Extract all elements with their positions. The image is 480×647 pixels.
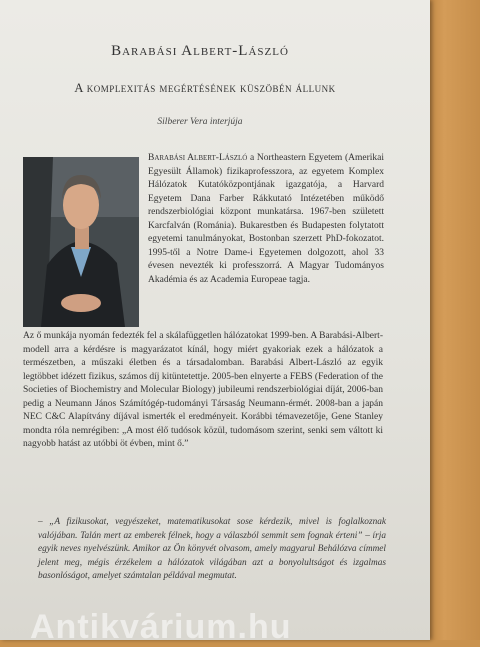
- article-subtitle: Silberer Vera interjúja: [157, 117, 243, 127]
- intro-author-name: Barabási Albert-László: [148, 153, 248, 163]
- article-author: Barabási Albert-László: [111, 43, 289, 59]
- article-title: A komplexitás megértésének küszöbén állunk: [74, 81, 336, 95]
- author-photo: [23, 157, 139, 327]
- intro-paragraph: [148, 152, 384, 287]
- intro-text: a Northeastern Egyetem (Amerikai Egyesült Államok) fizikaprofesszora, az egyetem Komplex Hálózatok Kutatóközpontjának igazgatója, a Harvard Egyetem Dana Farber Rákkutató Intézetében működő rendszerbiológiai központ munkatársa. 1967-ben született Karcfalván (Románia). Bukarestben és Budapesten folytatott egyetemi tanulmányokat, Bostonban szerzett PhD-fokozatot. 1995-től a Notre Dame-i Egyetemen dolgozott, ahol 33 évesen nevezték ki professzorrá. A Magyar Tudományos Akadémia és az Academia Europeae tagja.: [148, 153, 384, 285]
- body-paragraph: Az ő munkája nyomán fedezték fel a skálafüggetlen hálózatokat 1999-ben. A Barabási-Albert-modell arra a kérdésre is magyarázatot kínál, hogy miért gyakoriak ezek a hálózatok a természetben, a műszaki életben és a társadalomban. Barabási Albert-László az egyik legtöbbet idézett fizikus, számos díj kitüntetettje. 2005-ben elnyerte a FEBS (Federation of the Societies of Biochemistry and Molecular Biology) jubileumi rendszerbiológiai díját, 2006-ban pedig a Neumann János Számítógép-tudományi Társaság Neumann-érmét. 2008-ban a japán NEC C&C Alapítvány díjával ismerték el eredményeit. Korábbi témavezetője, Gene Stanley mondta róla nemrégiben: „A most élő tudósok közül, tudomásom szerint, senki sem váltott ki nagyobb hatást az utóbbi öt évben, mint ő.”: [23, 331, 383, 449]
- interview-question: – „A fizikusokat, vegyészeket, matematikusokat sose kérdezik, mivel is foglalkoznak valójában. Talán mert az emberek félnek, hogy a válaszból semmit sem fognak érteni” – írja egyik neves nyelvészünk. Amikor az Ön könyvét olvasom, amely magyarul Behálózva címmel jelent meg, mégis érzékelem a hálózatok világában azt a bonyolultságot és izgalmas basonlóságot, amelyet számtalan példával megmutat.: [38, 517, 386, 582]
- watermark-text: Antikvárium.hu: [30, 608, 292, 646]
